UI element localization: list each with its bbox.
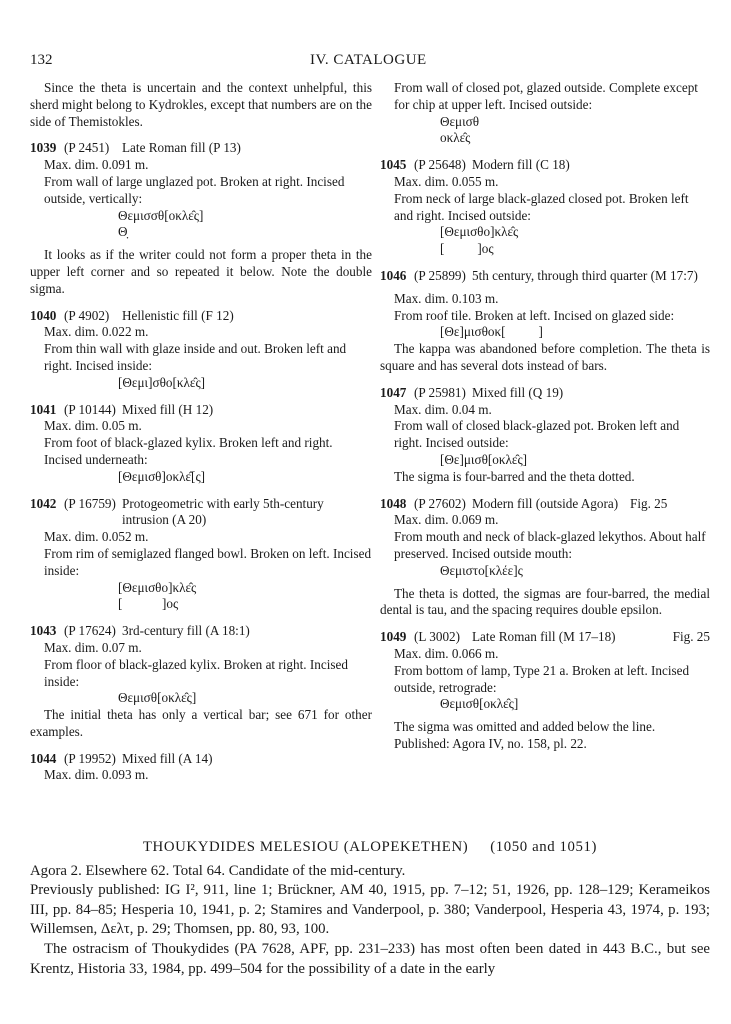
section-body: The ostracism of Thoukydides (PA 7628, APF, pp. 231–233) has most often been dated in 443 B.C., but see Krentz, Historia 33, 1984, pp. 499–504 for the possibility of a date in the early xyxy=(30,940,710,977)
max-dimension: Max. dim. 0.069 m. xyxy=(394,512,499,528)
inscription: [Θε]μισθ[οκλε̂ς] xyxy=(440,451,528,467)
commentary: The kappa was abandoned before completion. The theta is square and has several dots instead of bars. xyxy=(380,341,710,373)
section-summary: Agora 2. Elsewhere 62. Total 64. Candidate of the mid-century. xyxy=(30,862,406,879)
entry-number: 1048 xyxy=(380,495,407,511)
inscription: [Θεμισθο]κλε̂ς xyxy=(118,579,197,595)
figure-reference: Fig. 25 xyxy=(672,629,710,645)
max-dimension: Max. dim. 0.055 m. xyxy=(394,173,499,189)
description: From wall of closed black-glazed pot. Broken left and right. Incised outside: xyxy=(394,418,680,451)
inventory-number: (L 3002) xyxy=(414,629,461,645)
entry-header xyxy=(30,140,372,157)
entry-number: 1049 xyxy=(380,629,407,645)
fill-context: Mixed fill (H 12) xyxy=(122,401,214,417)
max-dimension: Max. dim. 0.05 m. xyxy=(44,418,142,434)
entry-number: 1039 xyxy=(30,140,57,156)
entry-number: 1041 xyxy=(30,401,57,417)
entry-1045 xyxy=(380,157,710,258)
max-dimension: Max. dim. 0.091 m. xyxy=(44,157,149,173)
right-column xyxy=(380,80,710,753)
description: From foot of black-glazed kylix. Broken left and right. Incised underneath: xyxy=(44,435,333,467)
max-dimension: Max. dim. 0.04 m. xyxy=(394,401,492,417)
entry-header xyxy=(30,623,372,640)
previously-published: Previously published: IG I², 911, line 1; Brückner, AM 40, 1915, pp. 7–12; 51, 1926, pp. 128–129; Kerameikos III, pp. 84–85; Hesperia 10, 1941, p. 2; Stamires and Vanderpool, p. 380; Vanderpool, Hesperia 43, 1974, p. 193; Willemsen, Δελτ, p. 29; Thomsen, pp. 80, 93, 100. xyxy=(30,882,710,938)
fill-context: Protogeometric with early 5th-century intrusion (A 20) xyxy=(122,495,324,528)
fill-context: Hellenistic fill (F 12) xyxy=(122,307,234,323)
fill-context: Mixed fill (Q 19) xyxy=(472,384,564,400)
section-range: (1050 and 1051) xyxy=(490,839,598,855)
entry-1039 xyxy=(30,140,372,297)
inventory-number: (P 25648) xyxy=(414,157,466,173)
inscription: Θεμισθ[οκλε̂ς] xyxy=(118,690,197,706)
inscription: [Θε]μισθοκ[ ] xyxy=(440,324,543,340)
entry-header xyxy=(30,496,372,530)
max-dimension: Max. dim. 0.07 m. xyxy=(44,639,142,655)
inscription: [Θεμι]σθο[κλε̂ς] xyxy=(118,374,206,390)
inventory-number: (P 25981) xyxy=(414,384,466,400)
description: From wall of large unglazed pot. Broken at right. Incised outside, vertically: xyxy=(44,173,345,206)
entry-header xyxy=(380,268,710,285)
entry-number: 1043 xyxy=(30,623,57,639)
inventory-number: (P 27602) xyxy=(414,495,466,511)
page-number: 132 xyxy=(30,52,53,68)
inventory-number: (P 2451) xyxy=(64,140,110,156)
entry-number: 1040 xyxy=(30,307,57,323)
entry-1044 xyxy=(30,751,372,785)
entry-header xyxy=(380,629,710,646)
entry-1040 xyxy=(30,308,372,392)
description: From bottom of lamp, Type 21 a. Broken at left. Incised outside, retrograde: xyxy=(394,662,690,695)
max-dimension: Max. dim. 0.066 m. xyxy=(394,645,499,661)
section-heading xyxy=(30,838,710,858)
entry-header xyxy=(380,496,710,513)
entry-header xyxy=(30,308,372,325)
inscription: [Θεμισθο]κλε̂ς xyxy=(440,224,519,240)
entry-number: 1047 xyxy=(380,384,407,400)
left-column xyxy=(30,80,372,784)
inscription: Θεμιστο[κλέε]ς xyxy=(440,562,523,578)
fill-context: 3rd-century fill (A 18:1) xyxy=(122,623,250,639)
fill-context: Late Roman fill (P 13) xyxy=(122,140,241,156)
description: From wall of closed pot, glazed outside. Complete except for chip at upper left. Incised outside: xyxy=(394,80,698,112)
commentary: The initial theta has only a vertical bar; see 671 for other examples. xyxy=(30,707,372,739)
entry-number: 1045 xyxy=(380,157,407,173)
inventory-number: (P 25899) xyxy=(414,267,466,283)
entry-number: 1044 xyxy=(30,750,57,766)
figure-reference: Fig. 25 xyxy=(630,495,668,511)
inscription: [Θεμισθ]οκλε̂[ς] xyxy=(118,468,206,484)
entry-header xyxy=(30,402,372,419)
description: From thin wall with glaze inside and out. Broken left and right. Incised inside: xyxy=(44,341,347,373)
entry-1041 xyxy=(30,402,372,486)
entry-number: 1042 xyxy=(30,495,57,511)
inscription-line-2: Θ̣ xyxy=(118,224,128,240)
max-dimension: Max. dim. 0.093 m. xyxy=(44,767,149,783)
fill-context: Late Roman fill (M 17–18) xyxy=(472,629,616,645)
description: From roof tile. Broken at left. Incised on glazed side: xyxy=(394,307,675,323)
inscription: Θεμισθ xyxy=(440,113,480,129)
max-dimension: Max. dim. 0.052 m. xyxy=(44,529,149,545)
publication-reference: Published: Agora IV, no. 158, pl. 22. xyxy=(394,735,587,751)
inscription-line-2: [ ]ος xyxy=(118,596,179,612)
description: From mouth and neck of black-glazed lekythos. About half preserved. Incised outside mouth: xyxy=(394,529,706,561)
entry-number: 1046 xyxy=(380,267,407,283)
entry-header xyxy=(30,751,372,768)
commentary: The sigma is four-barred and the theta dotted. xyxy=(394,468,635,484)
commentary: It looks as if the writer could not form a proper theta in the upper left corner and so repeated it below. Note the double sigma. xyxy=(30,247,372,296)
max-dimension: Max. dim. 0.103 m. xyxy=(394,290,499,306)
inscription: Θεμισσθ[οκλε̂ς] xyxy=(118,207,204,223)
section-title: THOUKYDIDES MELESIOU (ALOPEKETHEN) xyxy=(142,839,469,855)
inventory-number: (P 10144) xyxy=(64,401,116,417)
intro-paragraph: Since the theta is uncertain and the context unhelpful, this sherd might belong to Kydrokles, except that numbers are on the side of Themistokles. xyxy=(30,80,372,129)
inventory-number: (P 17624) xyxy=(64,623,116,639)
inventory-number: (P 4902) xyxy=(64,307,110,323)
description: From rim of semiglazed flanged bowl. Broken on left. Incised inside: xyxy=(44,545,372,578)
max-dimension: Max. dim. 0.022 m. xyxy=(44,324,149,340)
fill-context: Modern fill (C 18) xyxy=(472,157,570,173)
entry-1048 xyxy=(380,496,710,620)
fill-context: Mixed fill (A 14) xyxy=(122,750,213,766)
fill-context: 5th century, through third quarter (M 17:7) xyxy=(472,267,698,283)
running-title: IV. CATALOGUE xyxy=(310,52,427,68)
entry-1046 xyxy=(380,268,710,375)
fill-context: Modern fill (outside Agora) xyxy=(472,495,619,511)
section-thoukydides xyxy=(30,838,710,979)
inscription-line-2: [ ]ος xyxy=(440,241,494,257)
commentary: The theta is dotted, the sigmas are four-barred, the medial dental is tau, and the spacing requires double epsilon. xyxy=(380,585,710,618)
entry-1042 xyxy=(30,496,372,614)
entry-1043 xyxy=(30,623,372,741)
entry-1047 xyxy=(380,385,710,486)
description: From floor of black-glazed kylix. Broken at right. Incised inside: xyxy=(44,656,348,689)
entry-1049 xyxy=(380,629,710,753)
entry-header xyxy=(380,385,710,402)
inscription-line-2: οκλε̂ς xyxy=(440,130,471,146)
commentary: The sigma was omitted and added below the line. xyxy=(394,719,656,735)
inventory-number: (P 16759) xyxy=(64,495,116,511)
inscription: Θεμισθ[οκλε̂ς] xyxy=(440,696,519,712)
inventory-number: (P 19952) xyxy=(64,750,116,766)
description: From neck of large black-glazed closed pot. Broken left and right. Incised outside: xyxy=(394,190,689,223)
entry-header xyxy=(380,157,710,174)
